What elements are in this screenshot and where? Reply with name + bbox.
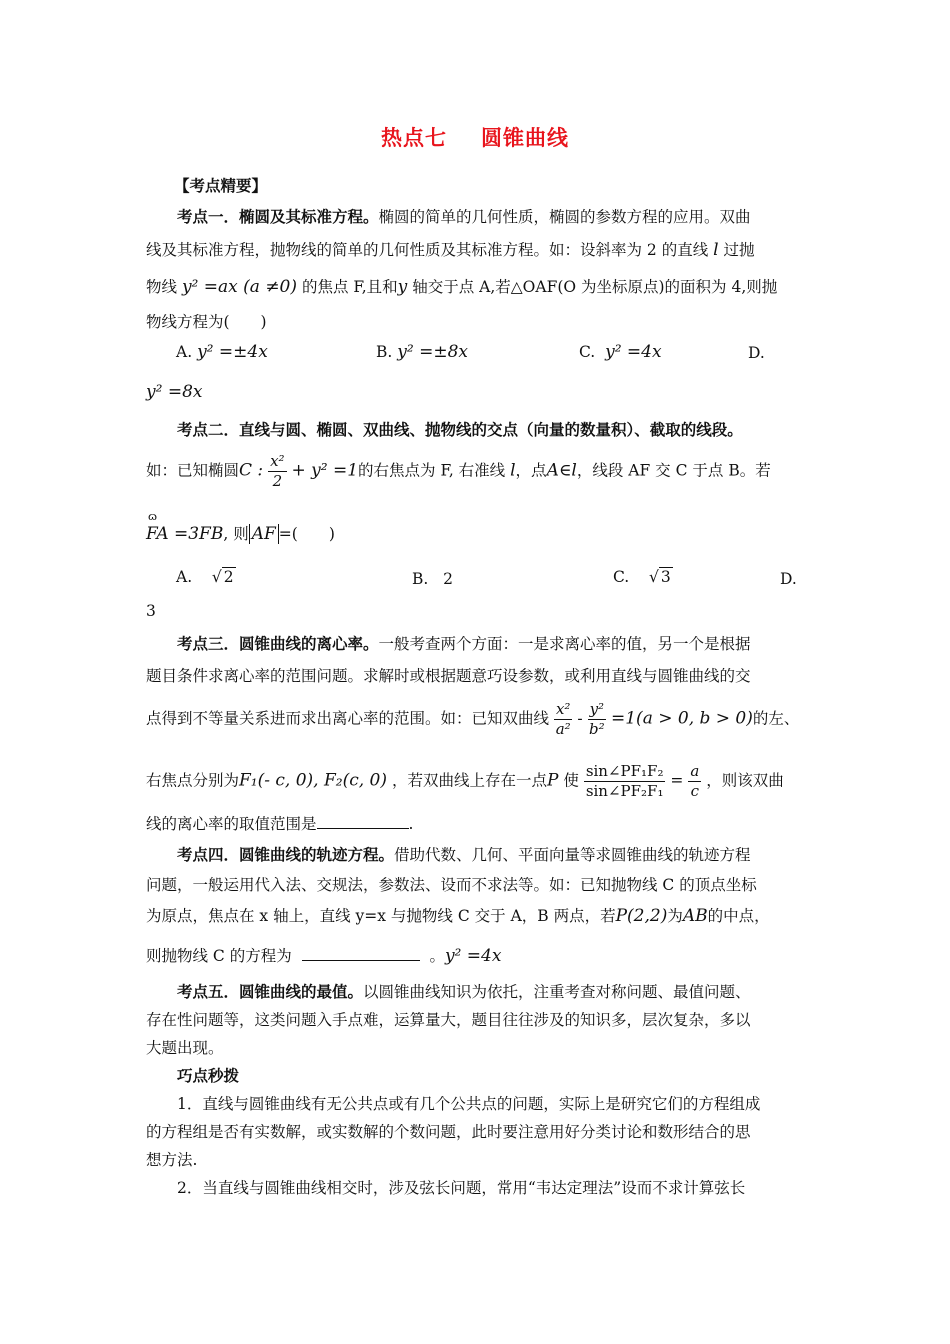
point5-line3: 大题出现。 [146,1039,224,1057]
title-part1: 热点七 [381,125,447,150]
point4-line3: 为原点，焦点在 x 轴上，直线 y=x 与抛物线 C 交于 A，B 两点，若P(2,2)为AB的中点， [146,906,770,926]
point5-line1: 考点五．圆锥曲线的最值。以圆锥曲线知识为依托，注重考查对称问题、最值问题、 [177,982,751,1001]
tips-heading: 巧点秒拨 [177,1066,240,1085]
point4-line2: 问题，一般运用代入法、交规法，参数法、设而不求法等。如：已知抛物线 C 的顶点坐标 [146,876,757,894]
point5-heading: 考点五．圆锥曲线的最值。 [177,982,364,1001]
hyperbola-fraction-x: $\frac{\text{x²}}{\text{a²}}$ [555,700,571,738]
point2-option-d: D. [780,570,797,588]
ellipse-fraction: $\frac{\text{x²}}{2}$ [270,452,285,490]
point1-option-d-value: y² =8x [146,382,203,402]
point2-option-d-value: 3 [146,602,156,620]
point3-line4: 右焦点分别为F₁(- c, 0), F₂(c, 0) ，若双曲线上存在一点P 使 $\frac{\text{sin∠PF₁F₂}}{\text{sin∠PF₂F₁}}$ = $\frac{a}{c}$ ，则该双曲 [146,762,784,800]
point2-heading: 考点二．直线与圆、椭圆、双曲线、抛物线的交点（向量的数量积）、截取的线段。 [177,420,743,439]
point1-option-c: C. y² =4x [579,342,662,362]
hyperbola-fraction-y: $\frac{\text{y²}}{\text{b²}}$ [589,700,605,738]
point1-option-a: A. y² =±4x [176,342,268,362]
point2-option-b: B. 2 [412,570,453,588]
point2-line2: 如：已知椭圆C : $\frac{\text{x²}}{2}$ + y² =1的右焦点为 F, 右准线 l，点A∈l，线段 AF 交 C 于点 B。若 [146,452,771,490]
answer-blank [317,812,409,829]
point1-line2: 线及其标准方程，抛物线的简单的几何性质及其标准方程。如：设斜率为 2 的直线 l 过抛 [146,240,755,260]
point3-heading: 考点三．圆锥曲线的离心率。 [177,634,379,653]
point1-line3: 物线 y² =ax (a ≠0) 的焦点 F,且和y 轴交于点 A,若△OAF(O 为坐标原点)的面积为 4,则抛 [146,277,778,297]
page-title [0,122,950,152]
answer-blank [302,944,420,961]
vector-equation: ɷ FA =3FB [146,524,223,544]
point1-equation: y² =ax (a ≠0) [181,277,298,297]
point1-option-d: D. [748,344,765,362]
sqrt-icon: √ 3 [648,568,671,586]
point1-line4: 物线方程为( ) [146,313,267,331]
ac-fraction: $\frac{a}{c}$ [690,762,700,800]
point3-line2: 题目条件求离心率的范围问题。求解时或根据题意巧设参数，或利用直线与圆锥曲线的交 [146,667,751,685]
point2-option-c: C. √ 3 [613,568,671,586]
point1-heading: 考点一．椭圆及其标准方程。 [177,207,379,226]
point4-line4: 则抛物线 C 的方程为 。y² =4x [146,946,502,966]
point3-line1: 考点三．圆锥曲线的离心率。一般考查两个方面：一是求离心率的值，另一个是根据 [177,634,751,653]
point1-line1: 考点一．椭圆及其标准方程。椭圆的简单的几何性质，椭圆的参数方程的应用。双曲 [177,207,751,226]
sine-ratio-fraction: $\frac{\text{sin∠PF₁F₂}}{\text{sin∠PF₂F₁}}$ [585,762,664,800]
point2-line1 [177,418,743,440]
point3-line5: 线的离心率的取值范围是 . [146,812,413,834]
point2-option-a: A. √ 2 [176,568,234,586]
point3-line3: 点得到不等量关系进而求出离心率的范围。如：已知双曲线 $\frac{\text{x²}}{\text{a²}}$ - $\frac{\text{y²}}{\text{b²}}$ =1(a > 0, b > 0)的左、 [146,700,800,738]
point4-line1: 考点四．圆锥曲线的轨迹方程。借助代数、几何、平面向量等求圆锥曲线的轨迹方程 [177,845,751,864]
point5-line2: 存在性问题等，这类问题入手点难，运算量大，题目往往涉及的知识多，层次复杂，多以 [146,1011,751,1029]
abs-af: AF [249,524,279,544]
tips-item1-line2: 的方程组是否有实数解，或实数解的个数问题，此时要注意用好分类讨论和数形结合的思 [146,1123,751,1141]
tips-item2-line1: 2．当直线与圆锥曲线相交时，涉及弦长问题，常用“韦达定理法”设而不求计算弦长 [177,1179,746,1197]
point4-heading: 考点四．圆锥曲线的轨迹方程。 [177,845,395,864]
point2-line3: ɷ FA =3FB, 则 AF =( ) [146,522,335,544]
tips-item1-line3: 想方法. [146,1151,198,1169]
point1-option-b: B. y² =±8x [376,342,468,362]
section-header: 【考点精要】 [174,176,268,195]
title-part2: 圆锥曲线 [481,125,569,150]
sqrt-icon: √ 2 [211,568,234,586]
tips-item1-line1: 1．直线与圆锥曲线有无公共点或有几个公共点的问题，实际上是研究它们的方程组成 [177,1095,761,1113]
